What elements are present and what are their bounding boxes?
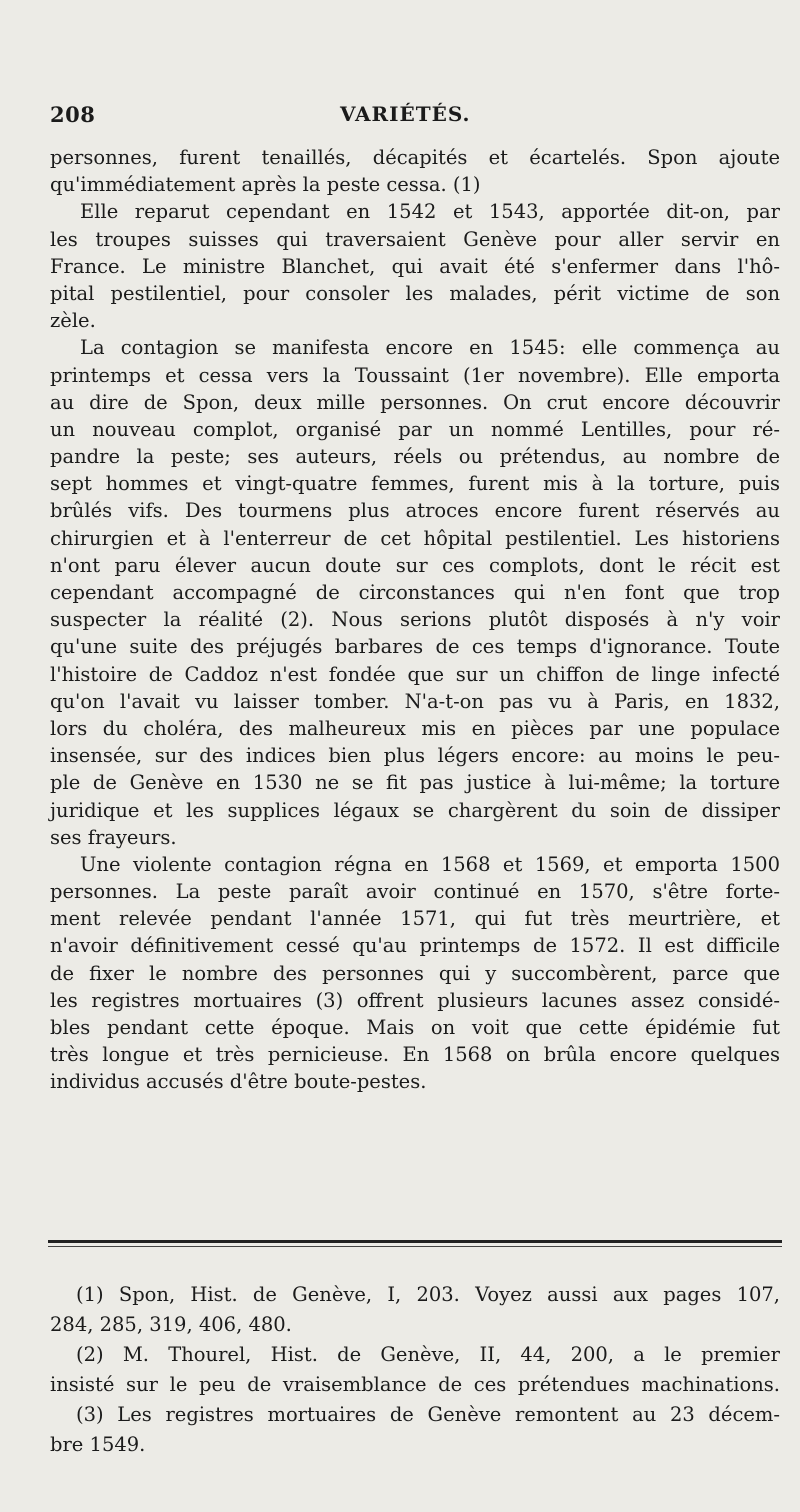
body-text-line: ple de Genève en 1530 ne se fit pas justice à lui-même; la torture <box>50 771 780 795</box>
body-text-line: bles pendant cette époque. Mais on voit que cette épidémie fut <box>50 1016 780 1039</box>
body-text-line: les troupes suisses qui traversaient Genève pour aller servir en <box>50 227 780 251</box>
footnote-line: insisté sur le peu de vraisemblance de ces prétendues machinations. <box>50 1373 780 1396</box>
footnotes <box>50 1280 780 1460</box>
body-text-line: ment relevée pendant l'année 1571, qui fut très meurtrière, et <box>50 907 780 931</box>
body-text-line: juridique et les supplices légaux se chargèrent du soin de dissiper <box>50 798 780 822</box>
body-text-line: qu'immédiatement après la peste cessa. (1) <box>50 173 481 197</box>
footnote-line: (3) Les registres mortuaires de Genève remontent au 23 décem- <box>76 1403 780 1426</box>
footnote-line: (1) Spon, Hist. de Genève, I, 203. Voyez aussi aux pages 107, <box>76 1283 780 1306</box>
body-text-line: qu'une suite des préjugés barbares de ces temps d'ignorance. Toute <box>50 635 780 659</box>
body-text-line: printemps et cessa vers la Toussaint (1er novembre). Elle emporta <box>50 363 780 387</box>
body-text-line: pandre la peste; ses auteurs, réels ou prétendus, au nombre de <box>50 445 780 469</box>
footnote-line: bre 1549. <box>50 1433 146 1456</box>
body-text-line: chirurgien et à l'enterreur de cet hôpital pestilentiel. Les historiens <box>50 526 780 550</box>
body-text-line: zèle. <box>50 309 96 333</box>
body-text-line: qu'on l'avait vu laisser tomber. N'a-t-on pas vu à Paris, en 1832, <box>50 689 780 713</box>
page-number: 208 <box>50 102 96 127</box>
body-text-line: brûlés vifs. Des tourmens plus atroces encore furent réservés au <box>50 499 780 523</box>
body-text-line: l'histoire de Caddoz n'est fondée que sur un chiffon de linge infecté <box>50 662 780 686</box>
body-text-line: lors du choléra, des malheureux mis en pièces par une populace <box>50 716 780 740</box>
body-text-line: n'ont paru élever aucun doute sur ces complots, dont le récit est <box>50 553 780 577</box>
body-text-line: de fixer le nombre des personnes qui y succombèrent, parce que <box>50 961 780 985</box>
footnote-line: 284, 285, 319, 406, 480. <box>50 1313 292 1336</box>
body-text-line: sept hommes et vingt-quatre femmes, furent mis à la torture, puis <box>50 472 780 496</box>
body-text-line: au dire de Spon, deux mille personnes. On crut encore découvrir <box>50 390 780 414</box>
body-text-line: les registres mortuaires (3) offrent plusieurs lacunes assez considé- <box>50 988 780 1012</box>
body-text-line: suspecter la réalité (2). Nous serions plutôt disposés à n'y voir <box>50 608 780 632</box>
body-text-line: très longue et très pernicieuse. En 1568 on brûla encore quelques <box>50 1043 780 1067</box>
body-text-line: France. Le ministre Blanchet, qui avait été s'enfermer dans l'hô- <box>50 254 780 278</box>
body-text-line: individus accusés d'être boute-pestes. <box>50 1070 427 1094</box>
page-header <box>50 102 764 136</box>
running-head: VARIÉTÉS. <box>340 102 471 126</box>
body-text-line: un nouveau complot, organisé par un nommé Lentilles, pour ré- <box>50 417 780 441</box>
body-text-line: ses frayeurs. <box>50 825 177 849</box>
body-text-line: personnes, furent tenaillés, décapités et écartelés. Spon ajoute <box>50 146 780 169</box>
body-text-line: cependant accompagné de circonstances qui n'en font que trop <box>50 581 780 604</box>
body-text-line: insensée, sur des indices bien plus légers encore: au moins le peu- <box>50 744 780 768</box>
body-text-line: pital pestilentiel, pour consoler les malades, périt victime de son <box>50 281 780 305</box>
body-text-line: personnes. La peste paraît avoir continué en 1570, s'être forte- <box>50 880 780 904</box>
footnote-line: (2) M. Thourel, Hist. de Genève, II, 44, 200, a le premier <box>76 1343 780 1366</box>
body-text-line: Elle reparut cependant en 1542 et 1543, apportée dit-on, par <box>80 200 780 224</box>
body-text-line: n'avoir définitivement cessé qu'au printemps de 1572. Il est difficile <box>50 934 780 958</box>
body-text <box>50 144 780 1096</box>
body-text-line: La contagion se manifesta encore en 1545: elle commença au <box>80 336 780 360</box>
footnote-separator <box>48 1240 782 1243</box>
body-text-line: Une violente contagion régna en 1568 et 1569, et emporta 1500 <box>80 852 780 876</box>
